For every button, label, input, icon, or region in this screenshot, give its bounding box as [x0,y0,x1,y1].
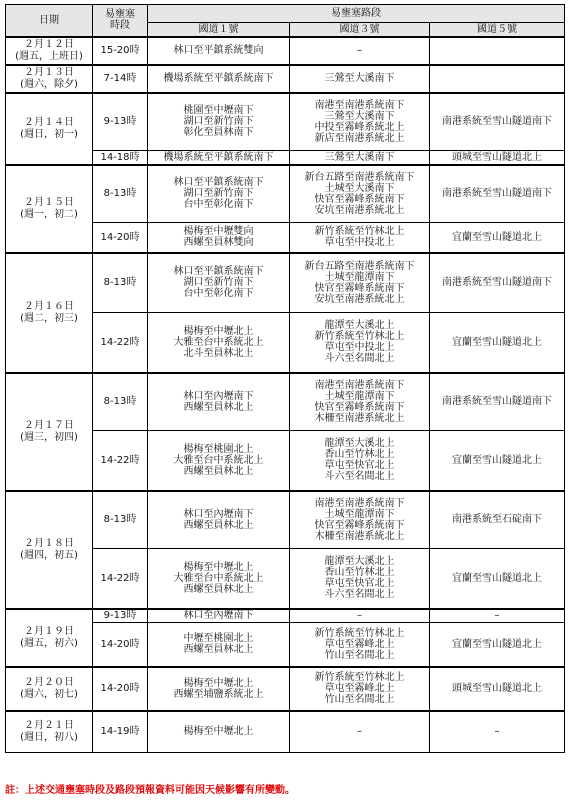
national-3-cell-text: 新竹系統至竹林北上 [314,226,405,238]
national-5-cell [430,313,565,373]
national-3-cell-text: 新竹系統至竹林北上 [314,672,405,683]
national-1-cell-text: 西螺至員林北上 [183,583,254,595]
national-1-cell [148,549,290,609]
national-5-cell [430,93,565,151]
period-cell-text: 14-22時 [100,572,140,584]
header-roads-label: 易壅塞路段 [331,8,381,19]
national-5-cell-text: 宜蘭至雪山隧道北上 [452,231,542,243]
national-3-cell [290,223,430,253]
date-cell [6,667,93,711]
national-1-cell-text: 楊梅至桃園北上 [183,443,254,455]
national-3-cell [290,609,430,623]
national-5-cell-text: – [494,610,500,622]
national-1-cell-text: 楊梅至中壢北上 [183,726,254,738]
period-cell [93,711,148,753]
period-cell [93,223,148,253]
national-3-cell-text: 木柵至南港系統北上 [314,412,405,424]
header-n5-label: 國道５號 [477,23,517,35]
national-3-cell-text: 龍潭至大溪北上 [324,556,395,568]
table-row [6,93,565,151]
national-3-cell [290,623,430,667]
national-1-cell-text: 機場系統至平鎮系統南下 [163,151,274,163]
date-text: (週六，初七) [20,688,78,700]
national-3-cell-text: 快官至霧峰系統南下 [314,193,405,205]
date-text: ２月１３日 [24,66,74,78]
national-1-cell-text: 北斗至員林北上 [183,347,254,359]
national-1-cell-text: 大雅至台中系統北上 [173,572,264,584]
national-5-cell-text: 南港系統至雪山隧道南下 [442,188,552,200]
national-5-cell [430,491,565,549]
header-national-5 [430,23,565,37]
national-3-cell-text: 木柵至南港系統北上 [314,530,405,542]
congestion-forecast-table [5,4,565,753]
national-3-cell [290,151,430,165]
national-3-cell-text: 草屯至快官北上 [324,578,395,590]
national-1-cell [148,623,290,667]
national-1-cell-text: 大雅至台中系統北上 [173,454,264,466]
header-period [93,5,148,37]
period-cell-text: 7-14時 [103,73,137,84]
national-1-cell-text: 楊梅至中壢北上 [183,677,254,689]
national-1-cell [148,667,290,711]
national-3-cell [290,165,430,223]
table-row [6,667,565,711]
national-3-cell [290,37,430,65]
national-1-cell [148,431,290,491]
national-5-cell-text: 宜蘭至雪山隧道北上 [452,454,542,466]
header-national-3 [290,23,430,37]
national-3-cell-text: 新店至南港系統北上 [314,132,405,144]
period-cell [93,253,148,313]
national-1-cell [148,609,290,623]
national-3-cell [290,253,430,313]
national-5-cell [430,623,565,667]
header-n1-label: 國道１號 [198,23,239,35]
national-1-cell-text: 楊梅至中壢北上 [183,325,254,337]
national-3-cell-text: – [357,726,362,738]
national-1-cell [148,313,290,373]
national-5-cell-text: – [494,726,500,738]
national-3-cell-text: – [357,45,362,56]
period-cell [93,667,148,711]
date-cell [6,609,93,667]
national-3-cell-text: 斗六至名間北上 [324,471,395,483]
header-roads [148,5,565,23]
national-3-cell-text: 斗六至名間北上 [324,353,395,365]
national-1-cell-text: 台中至彰化南下 [183,199,254,211]
period-cell-text: 14-20時 [100,638,140,650]
national-1-cell-text: 林口至平鎮系統雙向 [173,45,264,56]
date-text: (週五，初六) [20,637,78,649]
table-row [6,609,565,623]
national-3-cell [290,373,430,431]
national-3-cell [290,667,430,711]
national-1-cell [148,711,290,753]
national-5-cell [430,253,565,313]
date-text: (週六，除夕) [20,78,78,90]
national-3-cell-text: 草屯至霧峰北上 [324,683,395,694]
national-3-cell-text: 草屯至霧峰北上 [324,638,395,650]
table-row [6,491,565,549]
national-5-cell-text: 宜蘭至雪山隧道北上 [452,572,542,584]
national-3-cell-text: 草屯至中投北上 [324,237,395,249]
period-cell-text: 8-13時 [103,277,137,289]
national-3-cell-text: 安坑至南港系統北上 [314,204,405,216]
period-cell-text: 9-13時 [103,610,137,622]
national-1-cell-text: 湖口至新竹南下 [183,277,254,289]
national-1-cell-text: 楊梅至中壢北上 [183,561,254,573]
national-3-cell-text: 土城至龍潭南下 [324,390,395,402]
national-3-cell-text: 三鶯至大溪南下 [324,73,395,84]
date-cell [6,253,93,373]
national-1-cell [148,491,290,549]
national-1-cell-text: 彰化至員林南下 [183,127,254,139]
date-text: ２月１６日 [24,300,74,312]
date-cell [6,711,93,753]
national-3-cell-text: 安坑至南港系統北上 [314,293,405,305]
national-1-cell-text: 大雅至台中系統北上 [173,336,264,348]
national-3-cell-text: 新竹系統至竹林北上 [314,331,405,343]
national-5-cell [430,37,565,65]
national-5-cell [430,431,565,491]
national-3-cell-text: 土城至龍潭南下 [324,271,395,283]
national-3-cell-text: 南港至南港系統南下 [314,497,405,509]
national-1-cell-text: 林口至內壢南下 [183,610,254,622]
national-1-cell [148,165,290,223]
national-1-cell [148,93,290,151]
national-3-cell [290,65,430,93]
period-cell-text: 8-13時 [103,514,137,526]
national-3-cell-text: 土城至龍潭南下 [324,508,395,520]
header-date-label: 日期 [39,14,59,26]
national-3-cell-text: 土城至大溪南下 [324,182,395,194]
date-text: (週四，初五) [20,549,78,561]
date-text: ２月２１日 [24,719,74,731]
period-cell-text: 14-18時 [100,151,140,163]
national-3-cell [290,549,430,609]
table-row [6,37,565,65]
period-cell [93,609,148,623]
national-1-cell [148,151,290,165]
date-text: ２月１２日 [24,38,74,50]
national-5-cell [430,151,565,165]
national-3-cell-text: 龍潭至大溪北上 [324,438,395,450]
header-period-label: 時段 [110,20,130,32]
national-3-cell-text: 香山至竹林北上 [324,449,395,461]
national-5-cell [430,65,565,93]
date-text: (週一，初二) [20,208,78,220]
period-cell [93,549,148,609]
national-3-cell-text: 南港至南港系統南下 [314,379,405,391]
national-1-cell [148,37,290,65]
period-cell [93,151,148,165]
date-text: ２月１５日 [24,196,74,208]
period-cell [93,93,148,151]
national-5-cell [430,667,565,711]
national-5-cell [430,549,565,609]
national-3-cell-text: 南港至南港系統南下 [314,99,405,111]
national-3-cell-text: 草屯至快官北上 [324,460,395,472]
header-n3-label: 國道３號 [339,23,380,35]
table-body [6,37,565,753]
table-row [6,165,565,223]
national-1-cell [148,253,290,313]
national-3-cell-text: 快官至霧峰系統南下 [314,401,405,413]
period-cell [93,431,148,491]
header-period-label: 易壅塞 [105,9,135,21]
national-3-cell-text: 中投至霧峰系統北上 [314,121,405,133]
national-5-cell [430,165,565,223]
header-date [6,5,93,37]
national-3-cell-text: 快官至霧峰系統南下 [314,282,405,294]
national-5-cell [430,711,565,753]
national-1-cell-text: 中壢至桃園北上 [183,633,254,645]
national-3-cell-text: 草屯至中投北上 [324,342,395,354]
national-1-cell-text: 林口至內壢南下 [183,508,254,520]
date-cell [6,373,93,491]
date-cell [6,165,93,253]
date-text: ２月１４日 [24,116,74,128]
date-text: (週日，初一) [20,128,78,140]
national-5-cell [430,373,565,431]
period-cell [93,491,148,549]
national-3-cell-text: 新台五路至南港系統南下 [304,171,415,183]
national-5-cell-text: 南港系統至雪山隧道南下 [442,396,552,408]
date-cell [6,37,93,65]
date-cell [6,93,93,165]
national-5-cell-text: 南港系統至雪山隧道南下 [442,277,552,289]
date-text: ２月１９日 [24,625,74,637]
period-cell [93,373,148,431]
national-1-cell-text: 林口至內壢南下 [183,390,254,402]
national-3-cell-text: 斗六至名間北上 [324,589,395,601]
date-text: (週日，初八) [20,731,78,743]
date-text: ２月２０日 [24,676,74,688]
national-3-cell-text: 香山至竹林北上 [324,567,395,579]
national-5-cell-text: 頭城至雪山隧道北上 [452,683,542,694]
national-1-cell [148,65,290,93]
date-cell [6,65,93,93]
period-cell-text: 14-22時 [100,336,140,348]
national-5-cell-text: 南港系統至雪山隧道南下 [442,116,552,128]
national-3-cell [290,93,430,151]
table-row [6,373,565,431]
national-1-cell-text: 西螺至員林北上 [183,644,254,656]
period-cell-text: 14-20時 [100,231,140,243]
national-3-cell [290,313,430,373]
period-cell-text: 15-20時 [100,45,140,56]
period-cell-text: 8-13時 [103,188,137,200]
national-1-cell-text: 湖口至新竹南下 [183,188,254,200]
period-cell-text: 8-13時 [103,396,137,408]
national-3-cell [290,431,430,491]
period-cell-text: 9-13時 [103,116,137,128]
date-cell [6,491,93,609]
period-cell [93,37,148,65]
national-3-cell-text: 三鶯至大溪南下 [324,110,395,122]
national-3-cell-text: – [357,610,362,622]
national-5-cell [430,223,565,253]
table-row [6,65,565,93]
national-1-cell-text: 西螺至員林雙向 [183,237,254,249]
national-1-cell-text: 楊梅至中壢雙向 [183,226,254,238]
national-1-cell-text: 桃園至中壢南下 [183,105,254,117]
national-3-cell-text: 三鶯至大溪南下 [324,151,395,163]
national-1-cell [148,223,290,253]
national-1-cell-text: 西螺至員林北上 [183,401,254,413]
period-cell [93,623,148,667]
national-1-cell-text: 西螺至埔鹽系統北上 [173,688,264,700]
national-5-cell-text: 南港系統至石碇南下 [452,514,542,526]
period-cell-text: 14-20時 [100,683,140,694]
national-3-cell-text: 新竹系統至竹林北上 [314,627,405,639]
national-1-cell-text: 西螺至員林北上 [183,465,254,477]
national-3-cell-text: 龍潭至大溪北上 [324,320,395,332]
national-3-cell [290,711,430,753]
footnote: 註：上述交通壅塞時段及路段預報資料可能因天候影響有所變動。 [5,785,295,796]
table-header [6,5,565,37]
national-1-cell-text: 台中至彰化南下 [183,288,254,300]
national-1-cell-text: 西螺至員林北上 [183,519,254,531]
national-1-cell-text: 湖口至新竹南下 [183,116,254,128]
date-text: ２月１７日 [24,419,74,431]
national-1-cell-text: 林口至平鎮系統南下 [173,266,264,278]
national-3-cell [290,491,430,549]
national-1-cell-text: 林口至平鎮系統南下 [173,177,264,189]
header-national-1 [148,23,290,37]
period-cell-text: 14-22時 [100,454,140,466]
date-text: (週三，初四) [20,431,78,443]
national-5-cell-text: 頭城至雪山隧道北上 [452,151,542,163]
period-cell [93,65,148,93]
national-1-cell-text: 機場系統至平鎮系統南下 [163,73,274,84]
period-cell [93,165,148,223]
national-1-cell [148,373,290,431]
national-3-cell-text: 竹山至名間北上 [324,649,395,661]
period-cell [93,313,148,373]
table-row [6,711,565,753]
table-row [6,253,565,313]
date-text: (週五，上班日) [15,50,83,62]
national-5-cell [430,609,565,623]
national-3-cell-text: 新台五路至南港系統南下 [304,260,415,272]
national-3-cell-text: 快官至霧峰系統南下 [314,519,405,531]
date-text: (週二，初三) [20,312,78,324]
national-5-cell-text: 宜蘭至雪山隧道北上 [452,638,542,650]
period-cell-text: 14-19時 [100,726,140,738]
date-text: ２月１８日 [24,537,74,549]
national-5-cell-text: 宜蘭至雪山隧道北上 [452,336,542,348]
national-3-cell-text: 竹山至名間北上 [324,694,395,705]
